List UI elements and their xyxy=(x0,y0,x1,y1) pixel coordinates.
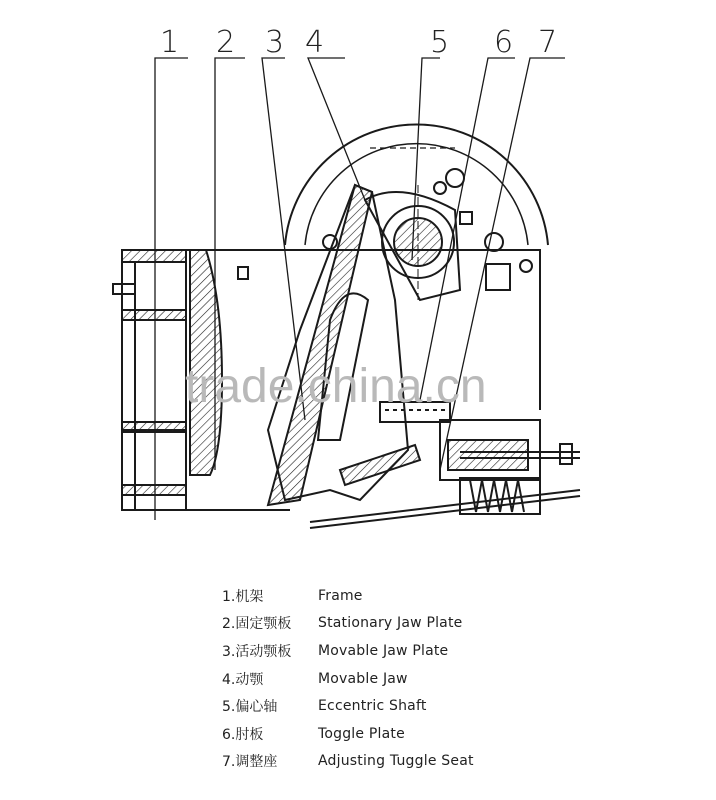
callout-3: 3 xyxy=(265,25,285,60)
legend-label-en: Movable Jaw Plate xyxy=(318,642,449,659)
callout-4: 4 xyxy=(305,25,325,60)
watermark: trade.china.cn xyxy=(185,360,487,413)
toggle-plate xyxy=(340,402,450,485)
callout-1: 1 xyxy=(160,25,180,60)
legend-label-cn: 1.机架 xyxy=(222,588,264,605)
legend-row xyxy=(222,665,542,693)
parts-legend xyxy=(222,582,542,775)
legend-label-en: Adjusting Tuggle Seat xyxy=(318,753,474,770)
legend-label-en: Movable Jaw xyxy=(318,670,408,687)
legend-row xyxy=(222,692,542,720)
legend-label-en: Eccentric Shaft xyxy=(318,698,427,715)
legend-row xyxy=(222,637,542,665)
callout-2: 2 xyxy=(216,25,236,60)
legend-label-cn: 6.肘板 xyxy=(222,726,264,743)
legend-label-cn: 2.固定颚板 xyxy=(222,616,292,633)
legend-label-en: Frame xyxy=(318,587,363,604)
legend-label-en: Stationary Jaw Plate xyxy=(318,615,463,632)
legend-row xyxy=(222,720,542,748)
callout-6: 6 xyxy=(494,25,514,60)
legend-label-en: Toggle Plate xyxy=(318,725,405,742)
legend-row xyxy=(222,610,542,638)
callout-7: 7 xyxy=(538,25,558,60)
legend-row xyxy=(222,582,542,610)
eccentric-shaft xyxy=(382,185,472,300)
callout-5: 5 xyxy=(430,25,450,60)
legend-label-cn: 5.偏心轴 xyxy=(222,699,278,716)
legend-label-cn: 7.调整座 xyxy=(222,754,278,771)
legend-row xyxy=(222,748,542,776)
legend-label-cn: 4.动颚 xyxy=(222,671,264,688)
legend-label-cn: 3.活动颚板 xyxy=(222,643,292,660)
